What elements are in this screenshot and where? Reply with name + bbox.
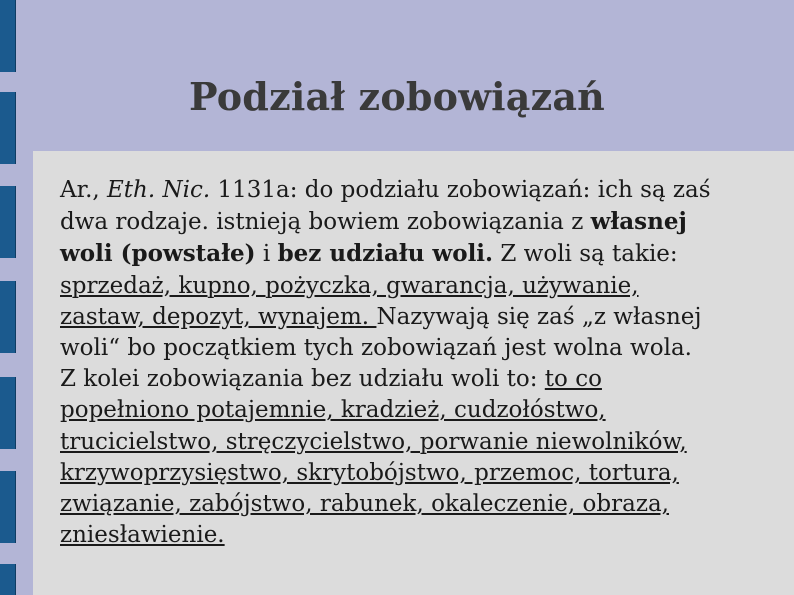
- body-text-line: [60, 395, 780, 426]
- text-segment: woli“ bo początkiem tych zobowiązań jest wolna wola.: [60, 335, 692, 362]
- text-segment: to co: [544, 366, 602, 393]
- text-segment: krzywoprzysięstwo, skrytobójstwo, przemoc, tortura,: [60, 459, 679, 486]
- body-text-line: [60, 489, 780, 520]
- body-text-line: [60, 364, 780, 395]
- decorative-side-bar: [0, 0, 16, 72]
- body-text-line: [60, 302, 780, 333]
- body-text-line: [60, 271, 780, 302]
- body-text-line: [60, 206, 780, 238]
- decorative-side-bar: [0, 377, 16, 449]
- slide-title: Podział zobowiązań: [189, 74, 605, 119]
- decorative-side-bar: [0, 186, 16, 258]
- text-segment: własnej: [590, 208, 687, 236]
- body-text-line: [60, 238, 780, 270]
- slide-content-panel: [33, 151, 794, 595]
- text-segment: Eth. Nic.: [107, 177, 211, 203]
- text-segment: woli (powstałe): [60, 240, 256, 268]
- decorative-side-bar: [0, 564, 16, 595]
- text-segment: popełniono potajemnie, kradzież, cudzołóstwo,: [60, 397, 606, 424]
- body-text-line: [60, 333, 780, 364]
- text-segment: sprzedaż, kupno, pożyczka, gwarancja, używanie,: [60, 272, 639, 299]
- text-segment: Z kolei zobowiązania bez udziału woli to:: [60, 366, 545, 393]
- body-text-line: [60, 175, 780, 206]
- body-text-line: [60, 427, 780, 458]
- text-segment: Z woli są takie:: [493, 241, 678, 268]
- text-segment: Ar.,: [60, 177, 108, 203]
- text-segment: i: [255, 241, 278, 268]
- decorative-side-bar: [0, 281, 16, 353]
- text-segment: związanie, zabójstwo, rabunek, okaleczenie, obraza,: [60, 491, 669, 518]
- text-segment: dwa rodzaje. istnieją bowiem zobowiązania z: [60, 209, 591, 236]
- decorative-side-bar: [0, 471, 16, 543]
- text-segment: bez udziału woli.: [277, 240, 494, 268]
- text-segment: Nazywają się zaś „z własnej: [376, 303, 702, 330]
- text-segment: trucicielstwo, stręczycielstwo, porwanie niewolników,: [60, 428, 687, 455]
- slide-body-text: [60, 175, 780, 551]
- body-text-line: [60, 520, 780, 551]
- text-segment: 1131a: do podziału zobowiązań: ich są zaś: [210, 177, 711, 203]
- body-text-line: [60, 458, 780, 489]
- text-segment: zastaw, depozyt, wynajem.: [60, 303, 377, 330]
- text-segment: zniesławienie.: [60, 522, 225, 549]
